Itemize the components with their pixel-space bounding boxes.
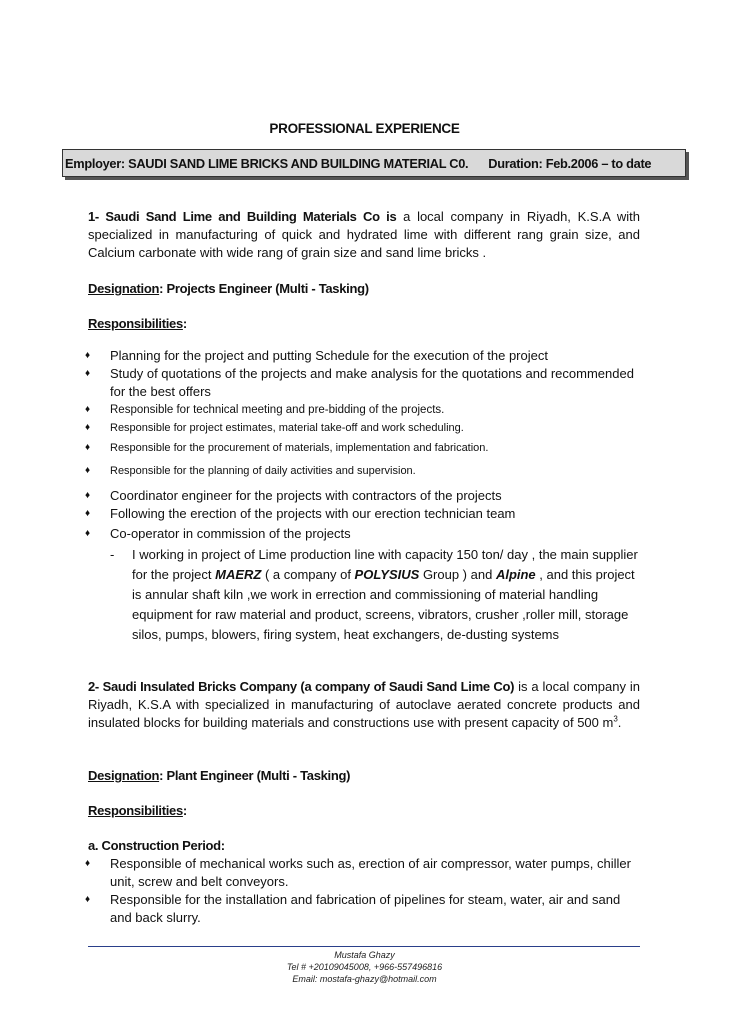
list-item: ♦ Responsible for the procurement of materials, implementation and fabrication. <box>88 439 640 457</box>
diamond-bullet-icon: ♦ <box>85 528 91 539</box>
diamond-bullet-icon: ♦ <box>85 404 91 415</box>
designation1-value: : Projects Engineer (Multi - Tasking) <box>159 281 369 296</box>
footer-phone: Tel # +20109045008, +966-557496816 <box>286 962 443 972</box>
employer-label: Employer: SAUDI SAND LIME BRICKS AND BUILDING MATERIAL C0. <box>65 155 469 171</box>
list-item: ♦ Responsible for the planning of daily activities and supervision. <box>88 462 640 480</box>
responsibilities2-heading <box>88 802 640 820</box>
project-sub-item <box>88 545 640 645</box>
diamond-bullet-icon: ♦ <box>85 368 91 379</box>
designation2-label: Designation <box>88 768 160 783</box>
list-item: ♦ Responsible for project estimates, material take-off and work scheduling. <box>88 419 640 437</box>
company2-description: 2- Saudi Insulated Bricks Company (a company of Saudi Sand Lime Co) is a local company in Riyadh, K.S.A with specialized in manufacturing of autoclave aerated concrete products and insulated blocks for building materials and constructions use with present capacity of 500 $m^3$. <box>88 679 640 730</box>
responsibilities1-list-c <box>85 462 640 480</box>
alpine-name: Alpine <box>495 567 536 582</box>
section-title: PROFESSIONAL EXPERIENCE <box>269 121 460 136</box>
diamond-bullet-icon: ♦ <box>85 894 91 905</box>
list-item: ♦ Coordinator engineer for the projects with contractors of the projects <box>85 488 502 503</box>
company1-description <box>88 208 640 262</box>
responsibilities1-list-d <box>85 487 640 543</box>
list-item: ♦ Study of quotations of the projects and make analysis for the quotations and recommended for the best offers <box>85 366 634 399</box>
responsibilities1-list-b <box>85 439 640 457</box>
footer-email: Email: mostafa-ghazy@hotmail.com <box>292 974 437 984</box>
diamond-bullet-icon: ♦ <box>85 442 91 453</box>
responsibilities2-label: Responsibilities <box>88 803 183 818</box>
company1-name: 1- Saudi Sand Lime and Building Materials Co is <box>88 209 397 224</box>
list-item: ♦ Planning for the project and putting Schedule for the execution of the project <box>85 348 548 363</box>
list-item: ♦ Co-operator in commission of the projects <box>85 526 351 541</box>
list-item: ♦ Responsible of mechanical works such as, erection of air compressor, water pumps, chiller unit, screw and belt conveyors. <box>85 856 631 889</box>
diamond-bullet-icon: ♦ <box>85 508 91 519</box>
designation1 <box>88 280 640 298</box>
responsibilities1-list-a <box>85 347 640 437</box>
company2-desc: is a local company in Riyadh, K.S.A with specialized in manufacturing of autoclave aerated concrete products and insulated blocks for building materials and constructions use with present capacity of 500 m <box>88 679 640 730</box>
diamond-bullet-icon: ♦ <box>85 422 91 433</box>
list-item: ♦ Responsible for the installation and fabrication of pipelines for steam, water, air and sand and back slurry. <box>85 892 621 925</box>
list-item: ♦ Responsible for technical meeting and pre-bidding of the projects. <box>88 401 640 419</box>
company2-name: 2- Saudi Insulated Bricks Company (a company of Saudi Sand Lime Co) <box>88 679 515 694</box>
responsibilities1-label: Responsibilities <box>88 316 183 331</box>
responsibilities1-colon: : <box>182 316 187 331</box>
diamond-bullet-icon: ♦ <box>85 350 91 361</box>
company1-desc: a local company in Riyadh, K.S.A with specialized in manufacturing of quick and hydrated lime with different rang grain size, and Calcium carbonate with wide rang of grain size and sand lime bricks . <box>88 209 640 260</box>
designation1-label: Designation <box>88 281 160 296</box>
diamond-bullet-icon: ♦ <box>85 490 91 501</box>
dash-bullet: - <box>110 547 115 562</box>
construction-period-heading: a. Construction Period: <box>88 838 225 853</box>
designation2-value: : Plant Engineer (Multi - Tasking) <box>159 768 351 783</box>
responsibilities1-heading <box>88 315 640 333</box>
diamond-bullet-icon: ♦ <box>85 465 91 476</box>
employer-banner <box>62 149 686 177</box>
list-item: ♦ Following the erection of the projects with our erection technician team <box>85 506 516 521</box>
construction-list <box>85 855 640 927</box>
responsibilities2-colon: : <box>182 803 187 818</box>
designation2 <box>88 767 640 785</box>
superscript-3: 3 <box>613 714 618 724</box>
diamond-bullet-icon: ♦ <box>85 858 91 869</box>
sub-list-item: - I working in project of Lime production line with capacity 150 ton/ day , the main supplier for the project MAERZ ( a company of POLYSIUS Group ) and Alpine , and this project is annular shaft kiln ,we work in errection and commissioning of material handling equipment for raw material and product, screens, vibrators, crusher ,roller mill, storage silos, pumps, blowers, firing system, heat exchangers, de-dusting systems <box>110 547 638 642</box>
maerz-name: MAERZ <box>215 567 262 582</box>
footer-divider <box>88 946 640 947</box>
footer-name: Mustafa Ghazy <box>334 950 395 960</box>
polysius-name: POLYSIUS <box>354 567 420 582</box>
page-footer <box>0 949 729 985</box>
employment-duration: Duration: Feb.2006 – to date <box>488 155 652 171</box>
